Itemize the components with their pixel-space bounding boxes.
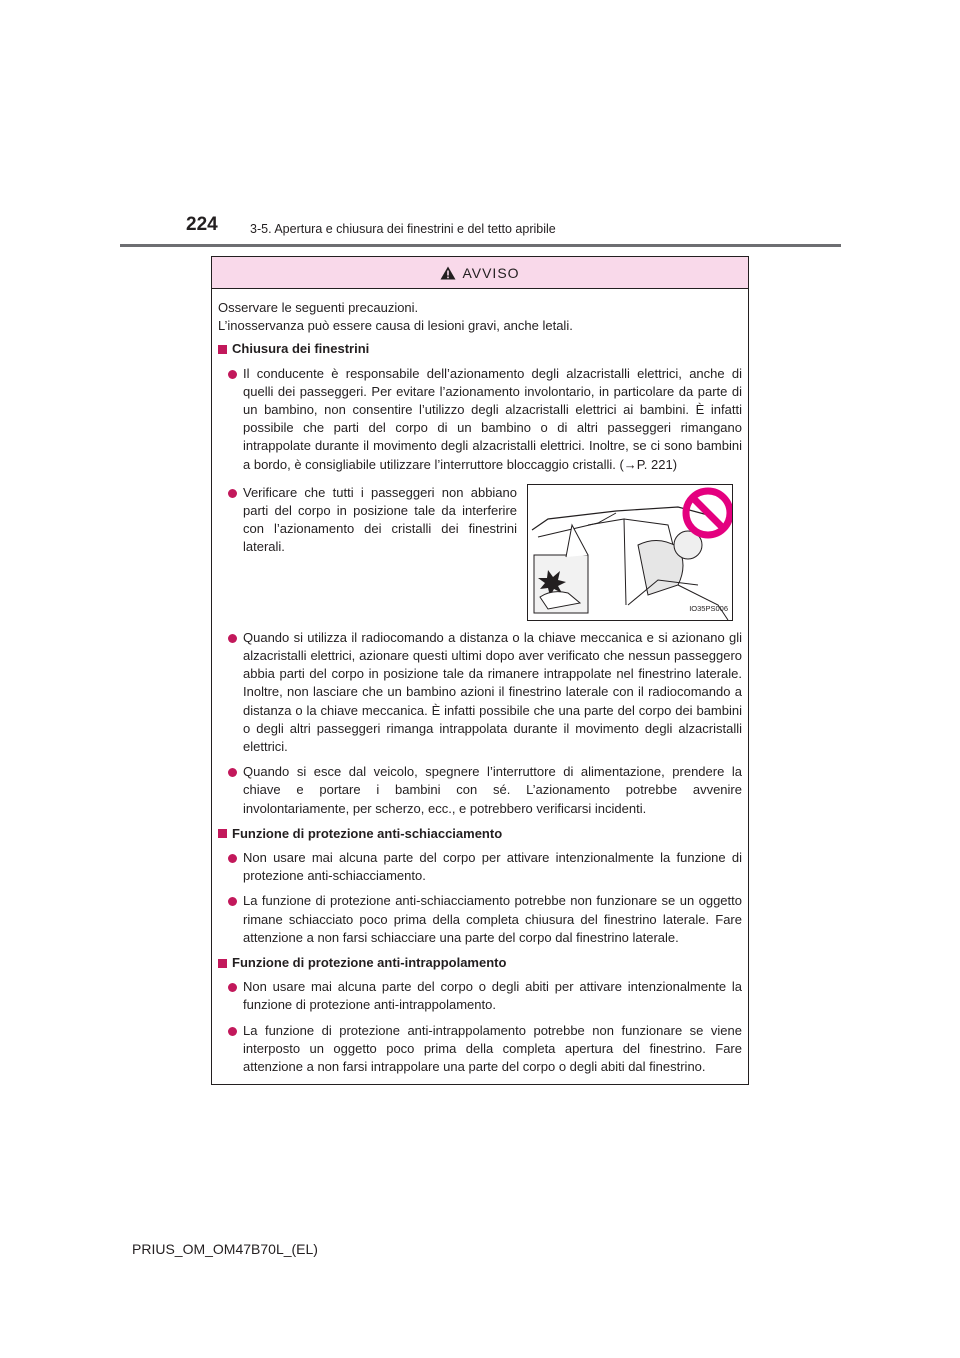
- warning-header: [212, 257, 748, 289]
- bullet-text: Non usare mai alcuna parte del corpo per attivare intenzionalmente la funzione di protezione anti-schiacciamento.: [243, 850, 742, 884]
- circle-bullet-icon: [228, 370, 237, 379]
- bullet-text: La funzione di protezione anti-intrappolamento potrebbe non funzionare se viene interposto un oggetto poco prima della completa apertura del finestrino. Fare attenzione a non farsi intrappolare una parte del corpo o degli abiti dal finestrino.: [243, 1022, 742, 1075]
- section-heading: Chiusura dei finestrini: [218, 340, 742, 358]
- list-item: [218, 1022, 742, 1077]
- list-item: [218, 629, 742, 756]
- list-item: [218, 365, 742, 474]
- list-item: [218, 763, 742, 818]
- figure-code: IO35PS006: [689, 603, 728, 613]
- square-bullet-icon: [218, 829, 227, 838]
- header-divider: [120, 244, 841, 247]
- page-number: 224: [186, 214, 218, 235]
- bullet-text: Quando si esce dal veicolo, spegnere l’interruttore di alimentazione, prendere la chiave e portare i bambini con sé. L’azionamento potrebbe avvenire involontariamente, per scherzo, ecc., e potrebbero verificarsi incidenti.: [243, 764, 742, 816]
- square-bullet-icon: [218, 959, 227, 968]
- circle-bullet-icon: [228, 983, 237, 992]
- section-heading: Funzione di protezione anti-schiacciamento: [218, 825, 742, 843]
- bullet-text: La funzione di protezione anti-schiacciamento potrebbe non funzionare se un oggetto rimane schiacciato poco prima della completa chiusura del finestrino laterale. Fare attenzione a non farsi schiacciare una parte del corpo dal finestrino laterale.: [243, 893, 742, 945]
- warning-intro: [218, 299, 742, 335]
- warning-body: [212, 289, 748, 1076]
- circle-bullet-icon: [228, 768, 237, 777]
- circle-bullet-icon: [228, 634, 237, 643]
- list-item: [218, 849, 742, 885]
- list-item: [218, 978, 742, 1014]
- section-title: 3-5. Apertura e chiusura dei finestrini e del tetto apribile: [250, 222, 556, 236]
- bullet-text: Il conducente è responsabile dell’azionamento degli alzacristalli elettrici, anche di quelli dei passeggeri. Per evitare l’azionamento involontario, in particolare da parte di un bambino, non consentire l’utilizzo degli alzacristalli elettrici ai bambini. È infatti possibile che parti del corpo di un bambino o di altri passeggeri rimangano intrappolate durante il movimento degli alzacristalli elettrici. Inoltre, se ci sono bambini a bordo, è consigliabile utilizzare l’interruttore bloccaggio cristalli. (→P. 221): [243, 365, 742, 472]
- intro-line: Osservare le seguenti precauzioni.: [218, 300, 419, 315]
- warning-title: AVVISO: [462, 264, 520, 281]
- square-bullet-icon: [218, 345, 227, 354]
- circle-bullet-icon: [228, 897, 237, 906]
- warning-triangle-icon: [440, 266, 456, 280]
- circle-bullet-icon: [228, 854, 237, 863]
- document-code: PRIUS_OM_OM47B70L_(EL): [132, 1241, 318, 1257]
- list-item: [218, 892, 742, 947]
- bullet-text: Quando si utilizza il radiocomando a distanza o la chiave meccanica e si azionano gli alzacristalli elettrici, azionare questi ultimi dopo aver verificato che nessun passeggero abbia parti del corpo in posizione tale da rimanere intrappolate nel finestrino laterale. Inoltre, non lasciare che un bambino azioni il finestrino laterale con il radiocomando a distanza o la chiave meccanica. È infatti possibile che una parte del corpo dei bambini o degli altri passeggeri rimanga intrappolata durante il movimento degli alzacristalli elettrici.: [243, 629, 742, 755]
- intro-line: L’inosservanza può essere causa di lesioni gravi, anche letali.: [218, 318, 573, 334]
- illustration-window-pinch: [527, 484, 733, 621]
- circle-bullet-icon: [228, 1027, 237, 1036]
- section-heading: Funzione di protezione anti-intrappolamento: [218, 954, 742, 972]
- bullet-text: Verificare che tutti i passeggeri non abbiano parti del corpo in posizione tale da interferire con l’azionamento dei cristalli dei finestrini laterali.: [243, 484, 517, 555]
- warning-box: [211, 256, 749, 1085]
- list-item: [218, 484, 742, 621]
- bullet-text: Non usare mai alcuna parte del corpo o degli abiti per attivare intenzionalmente la funzione di protezione anti-intrappolamento.: [243, 979, 742, 1013]
- circle-bullet-icon: [228, 489, 237, 498]
